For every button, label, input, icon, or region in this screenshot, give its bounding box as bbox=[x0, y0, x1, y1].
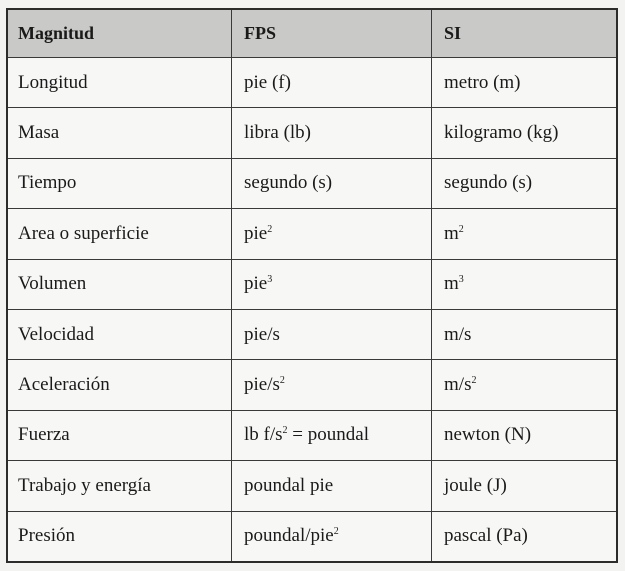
superscript: 3 bbox=[267, 274, 273, 286]
table-row bbox=[8, 57, 616, 107]
table-row bbox=[8, 107, 616, 157]
table-row bbox=[8, 410, 616, 460]
cell-magnitud: Fuerza bbox=[8, 411, 232, 460]
cell-fps: segundo (s) bbox=[232, 159, 432, 208]
cell-fps bbox=[232, 512, 432, 561]
cell-fps bbox=[232, 260, 432, 309]
cell-fps: pie/s bbox=[232, 310, 432, 359]
cell-fps: pie (f) bbox=[232, 58, 432, 107]
header-si: SI bbox=[444, 22, 462, 43]
header-fps: FPS bbox=[232, 10, 432, 57]
cell-magnitud: Velocidad bbox=[8, 310, 232, 359]
cell-fps bbox=[232, 360, 432, 409]
table-row bbox=[8, 208, 616, 258]
cell-si: metro (m) bbox=[444, 71, 521, 93]
cell-text: $m^2$ bbox=[444, 222, 464, 244]
cell-magnitud: Longitud bbox=[8, 58, 232, 107]
superscript: 2 bbox=[282, 425, 288, 437]
superscript: 2 bbox=[279, 375, 285, 387]
cell-text: poundal/pie$^2$ bbox=[244, 525, 339, 547]
cell-magnitud: Aceleración bbox=[8, 360, 232, 409]
cell-fps bbox=[232, 209, 432, 258]
cell-si: m/s bbox=[444, 323, 472, 345]
cell-text: $m/s^2$ bbox=[444, 374, 477, 396]
cell-magnitud: Trabajo y energía bbox=[8, 461, 232, 510]
table-row bbox=[8, 309, 616, 359]
cell-si: pascal (Pa) bbox=[444, 525, 528, 547]
cell-magnitud: Volumen bbox=[8, 260, 232, 309]
cell-text: pie$^3$ bbox=[244, 273, 273, 295]
superscript: 2 bbox=[458, 223, 464, 235]
cell-text: pie$^2$ bbox=[244, 222, 273, 244]
table-row bbox=[8, 359, 616, 409]
table-header-row bbox=[8, 10, 616, 57]
cell-text: pie/$s^2$ bbox=[244, 374, 285, 396]
cell-magnitud: Tiempo bbox=[8, 159, 232, 208]
superscript: 2 bbox=[471, 375, 477, 387]
cell-magnitud: Masa bbox=[8, 108, 232, 157]
cell-si: newton (N) bbox=[444, 424, 532, 446]
units-table bbox=[6, 8, 618, 563]
superscript: 2 bbox=[333, 526, 339, 538]
table-row bbox=[8, 460, 616, 510]
cell-si bbox=[432, 209, 616, 258]
cell-fps: poundal pie bbox=[232, 461, 432, 510]
superscript: 3 bbox=[458, 274, 464, 286]
table-row bbox=[8, 158, 616, 208]
cell-fps bbox=[232, 411, 432, 460]
table-row bbox=[8, 259, 616, 309]
cell-magnitud: Area o superficie bbox=[8, 209, 232, 258]
cell-si: joule (J) bbox=[444, 474, 507, 496]
cell-si: segundo (s) bbox=[444, 172, 533, 194]
cell-si bbox=[432, 260, 616, 309]
cell-text: lb $f/s^2$ = poundal bbox=[244, 424, 369, 446]
cell-si bbox=[432, 360, 616, 409]
table-row bbox=[8, 511, 616, 561]
superscript: 2 bbox=[267, 223, 273, 235]
cell-si: kilogramo (kg) bbox=[444, 122, 559, 144]
header-magnitud: Magnitud bbox=[8, 10, 232, 57]
cell-fps: libra (lb) bbox=[232, 108, 432, 157]
cell-text: $m^3$ bbox=[444, 273, 464, 295]
cell-magnitud: Presión bbox=[8, 512, 232, 561]
